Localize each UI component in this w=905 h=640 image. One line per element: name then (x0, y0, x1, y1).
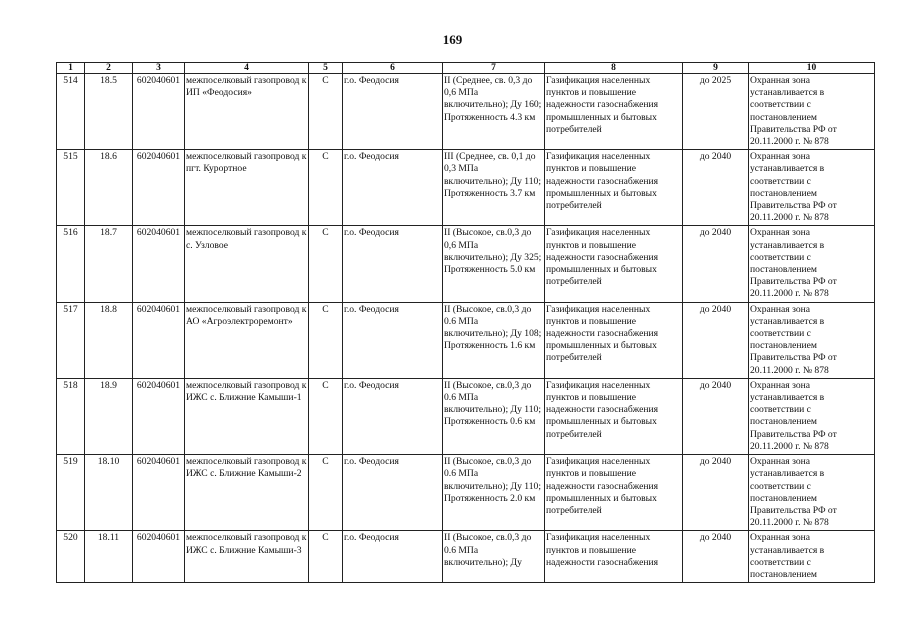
cell-zone: Охранная зона устанавливается в соответствии с постановлением Правительства РФ от 20.11.2000 г. № 878 (749, 378, 875, 454)
cell-parameters: II (Высокое, св.0,3 до 0,6 МПа включительно); Ду 325; Протяженность 5.0 км (443, 226, 545, 302)
cell-parameters: II (Высокое, св.0,3 до 0.6 МПа включительно); Ду 110; Протяженность 0.6 км (443, 378, 545, 454)
cell-number: 18.11 (85, 531, 133, 583)
cell-status: С (309, 455, 343, 531)
cell-zone: Охранная зона устанавливается в соответствии с постановлением (749, 531, 875, 583)
cell-parameters: II (Высокое, св.0,3 до 0.6 МПа включительно); Ду (443, 531, 545, 583)
cell-term: до 2040 (683, 302, 749, 378)
registry-table (56, 62, 875, 583)
header-row (57, 63, 875, 74)
cell-code: 602040601 (133, 378, 185, 454)
cell-zone: Охранная зона устанавливается в соответствии с постановлением Правительства РФ от 20.11.2000 г. № 878 (749, 74, 875, 150)
cell-code: 602040601 (133, 74, 185, 150)
cell-term: до 2040 (683, 226, 749, 302)
column-header: 6 (343, 63, 443, 74)
cell-zone: Охранная зона устанавливается в соответствии с постановлением Правительства РФ от 20.11.2000 г. № 878 (749, 455, 875, 531)
cell-index: 518 (57, 378, 85, 454)
table-row (57, 531, 875, 583)
cell-location: г.о. Феодосия (343, 378, 443, 454)
table-row (57, 226, 875, 302)
cell-purpose: Газификация населенных пунктов и повышение надежности газоснабжения промышленных и бытовых потребителей (545, 378, 683, 454)
cell-status: С (309, 378, 343, 454)
cell-location: г.о. Феодосия (343, 455, 443, 531)
cell-purpose: Газификация населенных пунктов и повышение надежности газоснабжения промышленных и бытовых потребителей (545, 226, 683, 302)
cell-status: С (309, 531, 343, 583)
cell-object-name: межпоселковый газопровод к ИП «Феодосия» (185, 74, 309, 150)
cell-purpose: Газификация населенных пунктов и повышение надежности газоснабжения промышленных и бытовых потребителей (545, 302, 683, 378)
cell-location: г.о. Феодосия (343, 226, 443, 302)
column-header: 2 (85, 63, 133, 74)
cell-index: 517 (57, 302, 85, 378)
column-header: 8 (545, 63, 683, 74)
cell-purpose: Газификация населенных пунктов и повышение надежности газоснабжения промышленных и бытовых потребителей (545, 150, 683, 226)
cell-term: до 2025 (683, 74, 749, 150)
cell-zone: Охранная зона устанавливается в соответствии с постановлением Правительства РФ от 20.11.2000 г. № 878 (749, 150, 875, 226)
column-header: 5 (309, 63, 343, 74)
table-row (57, 74, 875, 150)
cell-code: 602040601 (133, 531, 185, 583)
cell-number: 18.8 (85, 302, 133, 378)
cell-code: 602040601 (133, 455, 185, 531)
table-row (57, 378, 875, 454)
cell-status: С (309, 74, 343, 150)
cell-parameters: III (Среднее, св. 0,1 до 0,3 МПа включительно); Ду 110; Протяженность 3.7 км (443, 150, 545, 226)
cell-parameters: II (Высокое, св.0,3 до 0.6 МПа включительно); Ду 108; Протяженность 1.6 км (443, 302, 545, 378)
cell-term: до 2040 (683, 378, 749, 454)
cell-object-name: межпоселковый газопровод к ИЖС с. Ближние Камыши-1 (185, 378, 309, 454)
cell-index: 519 (57, 455, 85, 531)
cell-purpose: Газификация населенных пунктов и повышение надежности газоснабжения промышленных и бытовых потребителей (545, 74, 683, 150)
cell-code: 602040601 (133, 226, 185, 302)
cell-object-name: межпоселковый газопровод к с. Узловое (185, 226, 309, 302)
table-row (57, 302, 875, 378)
cell-parameters: II (Высокое, св.0,3 до 0.6 МПа включительно); Ду 110; Протяженность 2.0 км (443, 455, 545, 531)
cell-number: 18.10 (85, 455, 133, 531)
cell-object-name: межпоселковый газопровод к ИЖС с. Ближние Камыши-3 (185, 531, 309, 583)
cell-location: г.о. Феодосия (343, 74, 443, 150)
cell-index: 515 (57, 150, 85, 226)
cell-status: С (309, 150, 343, 226)
cell-location: г.о. Феодосия (343, 531, 443, 583)
column-header: 10 (749, 63, 875, 74)
cell-status: С (309, 226, 343, 302)
cell-number: 18.9 (85, 378, 133, 454)
table-row (57, 150, 875, 226)
cell-number: 18.5 (85, 74, 133, 150)
table-row (57, 455, 875, 531)
cell-object-name: межпоселковый газопровод к пгт. Курортное (185, 150, 309, 226)
cell-zone: Охранная зона устанавливается в соответствии с постановлением Правительства РФ от 20.11.2000 г. № 878 (749, 226, 875, 302)
column-header: 7 (443, 63, 545, 74)
cell-status: С (309, 302, 343, 378)
column-header: 4 (185, 63, 309, 74)
cell-number: 18.7 (85, 226, 133, 302)
cell-number: 18.6 (85, 150, 133, 226)
cell-term: до 2040 (683, 455, 749, 531)
cell-code: 602040601 (133, 150, 185, 226)
column-header: 3 (133, 63, 185, 74)
cell-code: 602040601 (133, 302, 185, 378)
cell-index: 514 (57, 74, 85, 150)
cell-index: 516 (57, 226, 85, 302)
cell-purpose: Газификация населенных пунктов и повышение надежности газоснабжения промышленных и бытовых потребителей (545, 455, 683, 531)
cell-purpose: Газификация населенных пунктов и повышение надежности газоснабжения (545, 531, 683, 583)
cell-parameters: II (Среднее, св. 0,3 до 0,6 МПа включительно); Ду 160; Протяженность 4.3 км (443, 74, 545, 150)
cell-location: г.о. Феодосия (343, 150, 443, 226)
cell-term: до 2040 (683, 531, 749, 583)
page-number: 169 (442, 32, 463, 47)
column-header: 9 (683, 63, 749, 74)
cell-location: г.о. Феодосия (343, 302, 443, 378)
cell-object-name: межпоселковый газопровод к ИЖС с. Ближние Камыши-2 (185, 455, 309, 531)
cell-term: до 2040 (683, 150, 749, 226)
cell-index: 520 (57, 531, 85, 583)
column-header: 1 (57, 63, 85, 74)
cell-zone: Охранная зона устанавливается в соответствии с постановлением Правительства РФ от 20.11.2000 г. № 878 (749, 302, 875, 378)
cell-object-name: межпоселковый газопровод к АО «Агроэлектроремонт» (185, 302, 309, 378)
